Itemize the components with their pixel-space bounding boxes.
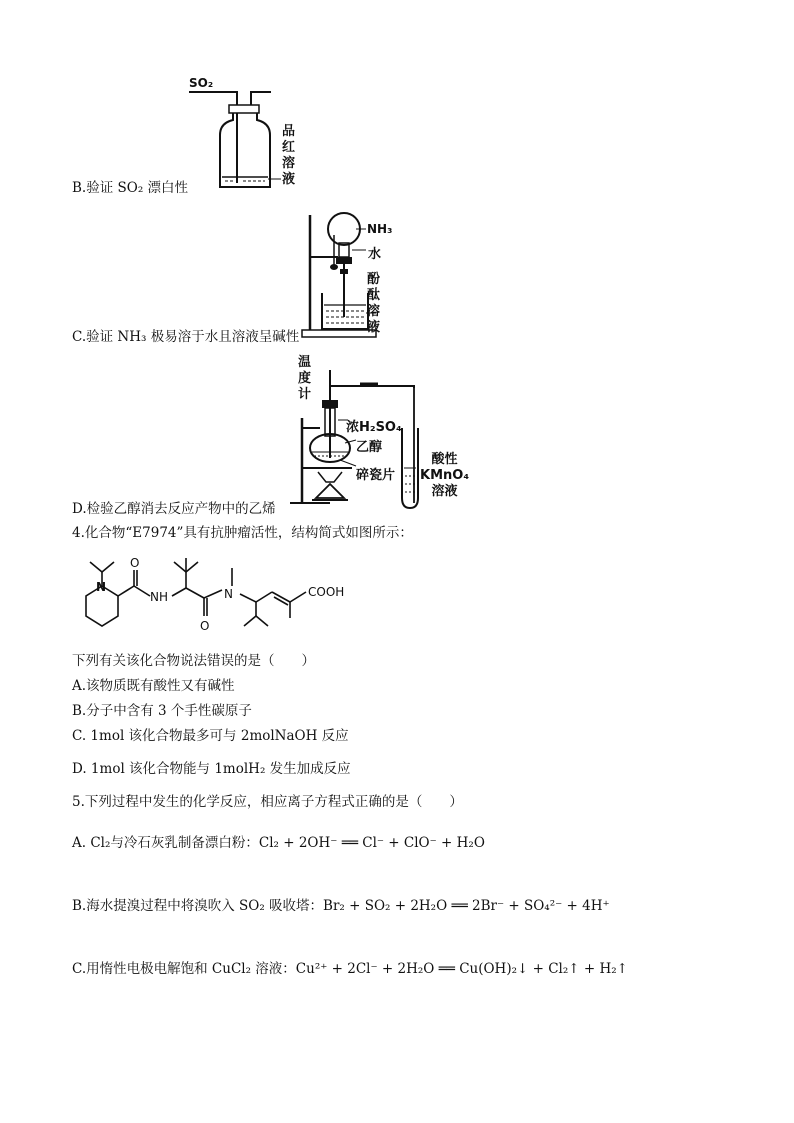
- porcelain-chips-label: 碎瓷片: [356, 468, 396, 483]
- structure-cooh: COOH: [308, 585, 345, 599]
- q5-stem: 5.下列过程中发生的化学反应，相应离子方程式正确的是（ ）: [72, 794, 463, 810]
- q4-stem: 4.化合物“E7974”具有抗肿瘤活性，结构简式如图所示：: [72, 525, 413, 541]
- water-label: 水: [368, 247, 382, 262]
- pinhong-solution-label: 品 红 溶 液: [282, 124, 296, 187]
- q5-option-c: C.用惰性电极电解饱和 CuCl₂ 溶液：Cu²⁺ + 2Cl⁻ + 2H₂O ══ Cu(OH)₂↓ + Cl₂↑ + H₂↑: [72, 961, 628, 977]
- q4-option-a: A.该物质既有酸性又有碱性: [72, 678, 235, 694]
- q4-option-c: C. 1mol 该化合物最多可与 2molNaOH 反应: [72, 728, 349, 744]
- thermometer-label: 温 度 计: [298, 355, 312, 402]
- so2-gas-label: SO₂: [189, 76, 214, 90]
- option-d-label: D.检验乙醇消去反应产物中的乙烯: [72, 501, 276, 517]
- structure-o-1: O: [130, 556, 140, 570]
- nh3-gas-label: NH₃: [367, 222, 393, 236]
- e7974-structure: [72, 548, 372, 643]
- phenolphthalein-solution-label: 酚 酞 溶 液: [367, 272, 381, 335]
- structure-o-2: O: [200, 619, 210, 633]
- ethanol-label: 乙醇: [356, 440, 383, 455]
- q5-option-a: A. Cl₂与冷石灰乳制备漂白粉：Cl₂ + 2OH⁻ ══ Cl⁻ + ClO⁻ + H₂O: [72, 835, 485, 851]
- conc-sulfuric-acid-label: 浓H₂SO₄: [346, 420, 402, 435]
- q4-option-b: B.分子中含有 3 个手性碳原子: [72, 703, 252, 719]
- option-c-label: C.验证 NH₃ 极易溶于水且溶液呈碱性: [72, 329, 300, 345]
- structure-nh: NH: [150, 590, 168, 604]
- structure-n-ring: N: [96, 580, 107, 594]
- q4-option-d: D. 1mol 该化合物能与 1molH₂ 发生加成反应: [72, 761, 351, 777]
- acidic-kmno4-label: 酸性 KMnO₄ 溶液: [420, 452, 470, 499]
- structure-n-amide: N: [224, 587, 233, 601]
- q5-option-b: B.海水提溴过程中将溴吹入 SO₂ 吸收塔：Br₂ + SO₂ + 2H₂O ══ 2Br⁻ + SO₄²⁻ + 4H⁺: [72, 898, 610, 914]
- option-b-label: B.验证 SO₂ 漂白性: [72, 180, 189, 196]
- q4-prompt: 下列有关该化合物说法错误的是（ ）: [72, 653, 315, 669]
